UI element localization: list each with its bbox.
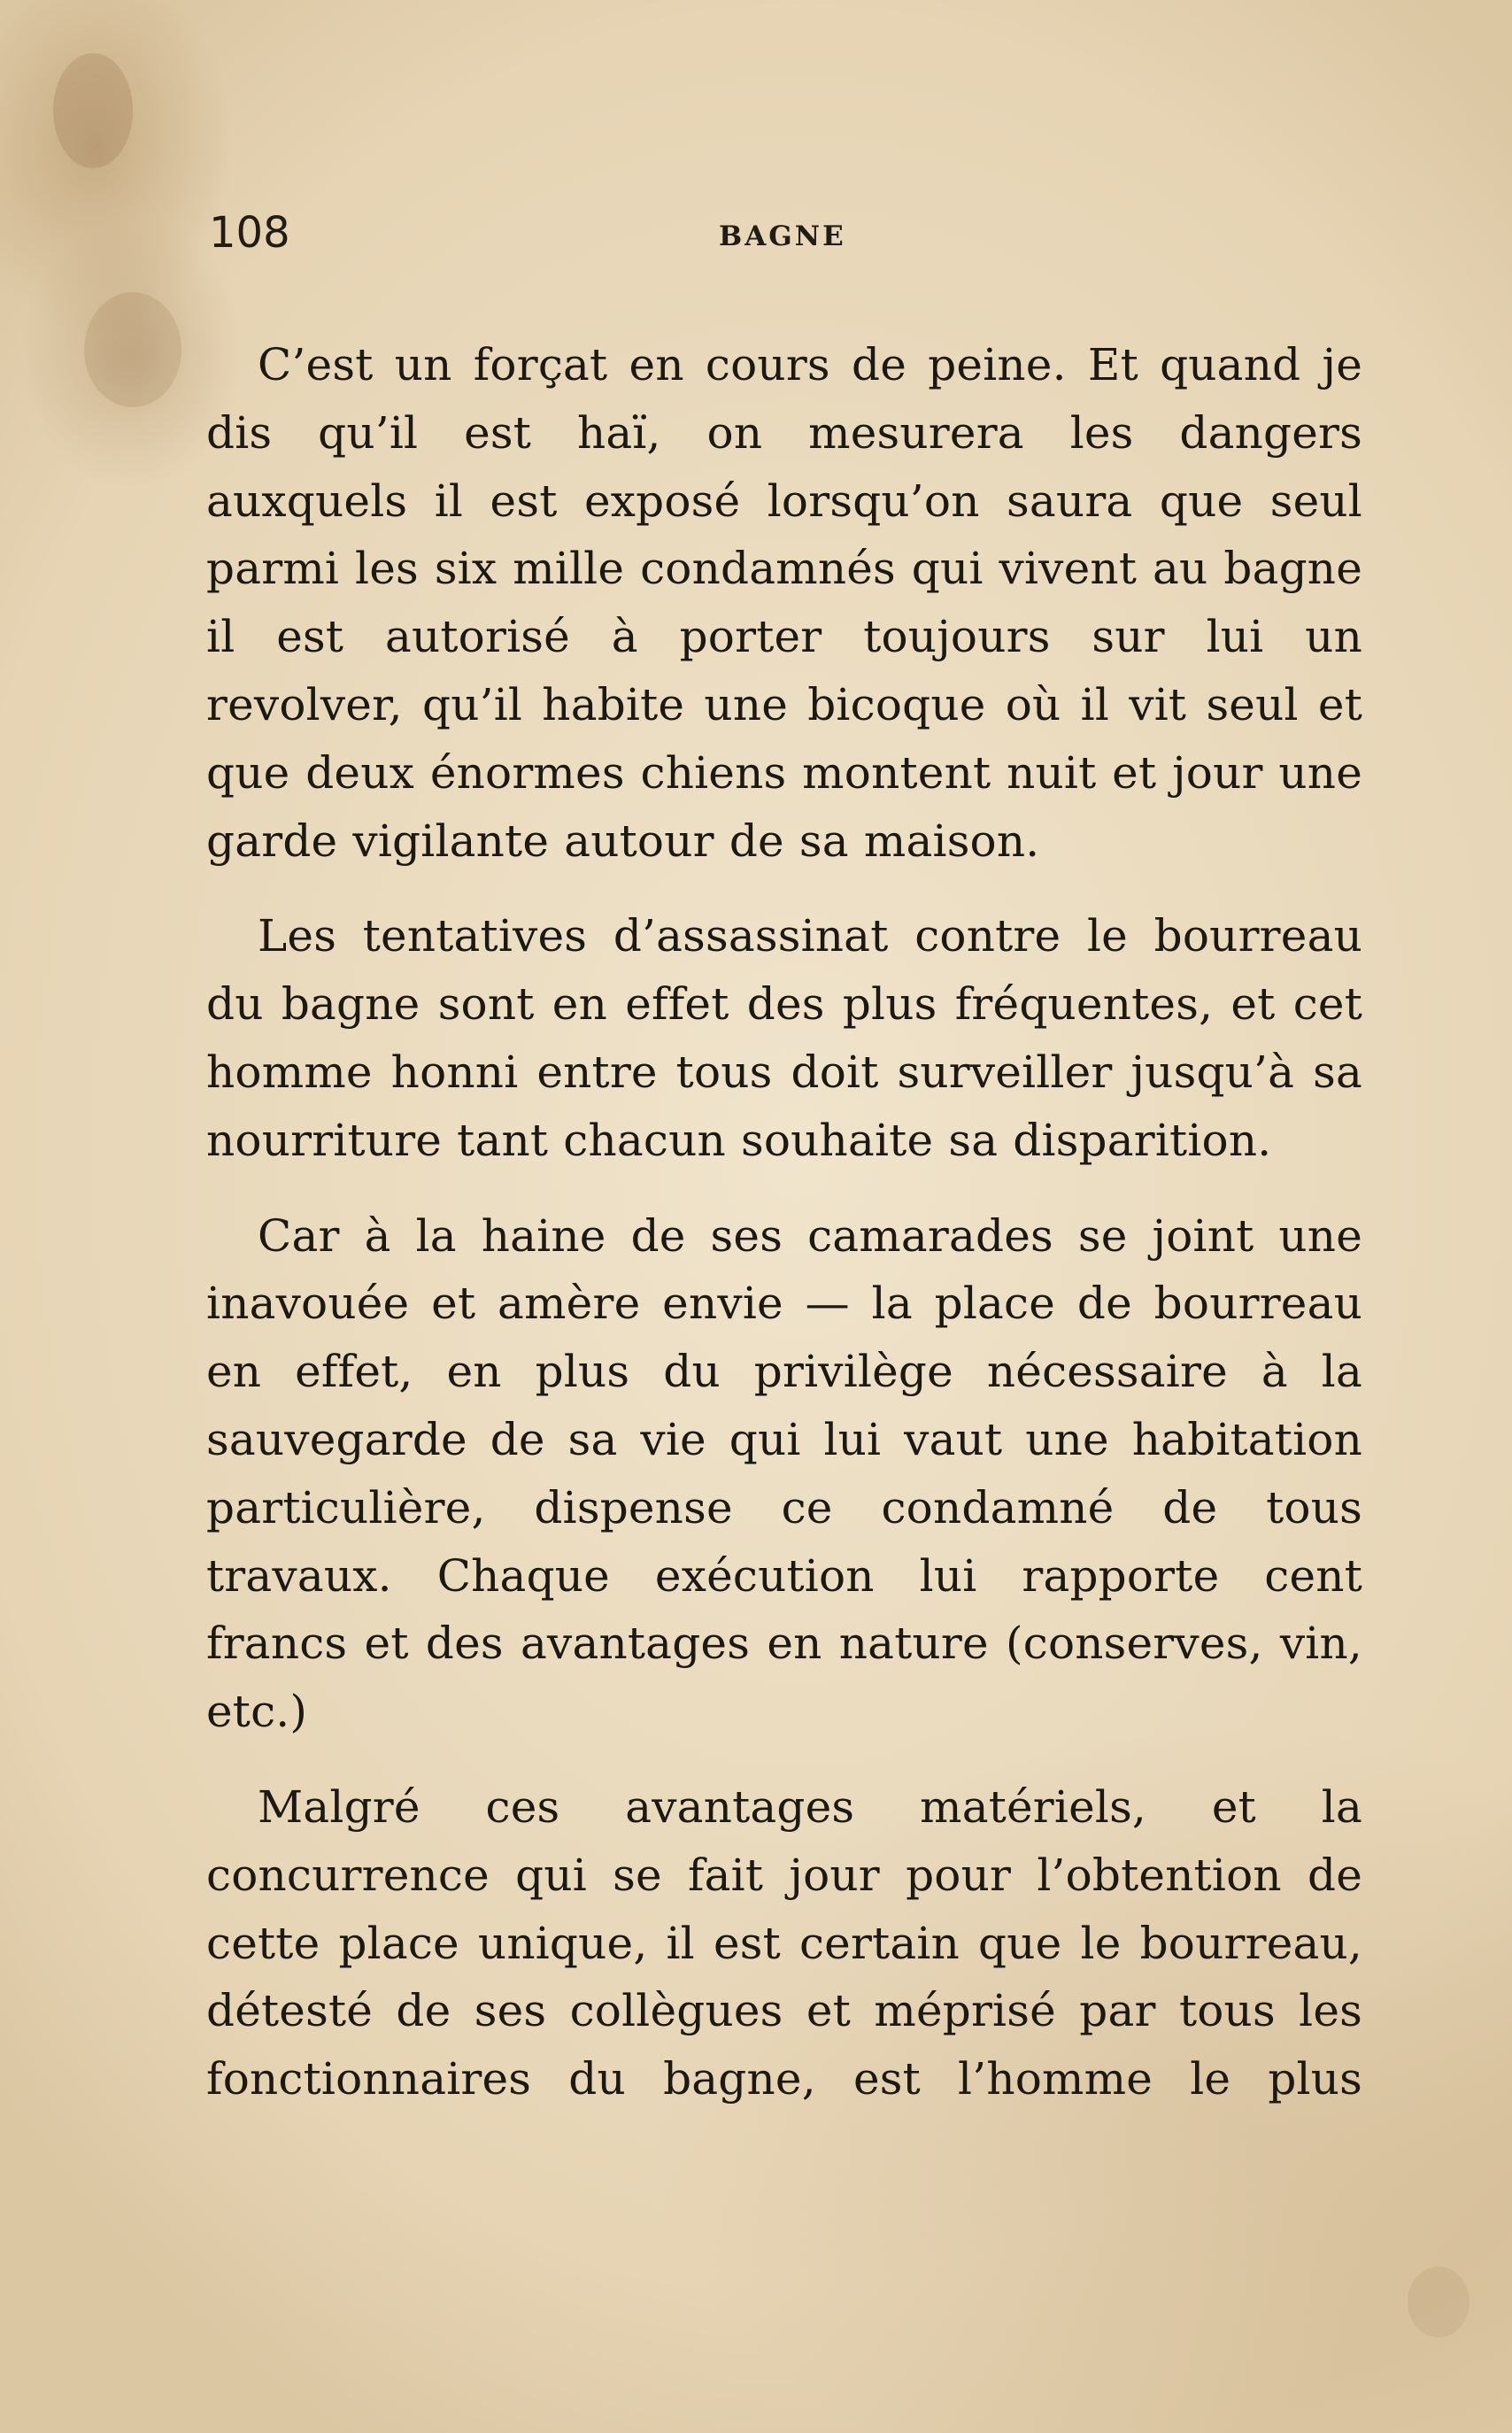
foxing-stain xyxy=(53,53,133,168)
paragraph: Malgré ces avantages matériels, et la concurrence qui se fait jour pour l’obtention de cette place unique, il est certain que le bourreau, détesté de ses collègues et méprisé par tous les fonctionnaires du bagne, est l’homme le plus xyxy=(206,1780,1362,2105)
page-header xyxy=(209,208,1360,270)
body-text xyxy=(206,331,1362,2113)
page-number: 108 xyxy=(209,208,290,258)
foxing-stain xyxy=(84,292,181,407)
paragraph: C’est un forçat en cours de peine. Et quand je dis qu’il est haï, on mesurera les dangers auxquels il est exposé lorsqu’on saura que seul parmi les six mille condamnés qui vivent au bagne il est autorisé à porter toujours sur lui un revolver, qu’il habite une bicoque où il vit seul et que deux énormes chiens montent nuit et jour une garde vigilante autour de sa maison. xyxy=(206,339,1362,867)
paragraph: Car à la haine de ses camarades se joint une inavouée et amère envie — la place de bourreau en effet, en plus du privilège nécessaire à la sauvegarde de sa vie qui lui vaut une habitation particulière, dispense ce condamné de tous travaux. Chaque exécution lui rapporte cent francs et des avantages en nature (conserves, vin, etc.) xyxy=(206,1209,1362,1738)
paragraph: Les tentatives d’assassinat contre le bourreau du bagne sont en effet des plus fréquentes, et cet homme honni entre tous doit surveiller jusqu’à sa nourriture tant chacun souhaite sa disparition. xyxy=(206,910,1362,1166)
foxing-stain xyxy=(1408,2267,1470,2337)
running-head: BAGNE xyxy=(719,220,846,252)
